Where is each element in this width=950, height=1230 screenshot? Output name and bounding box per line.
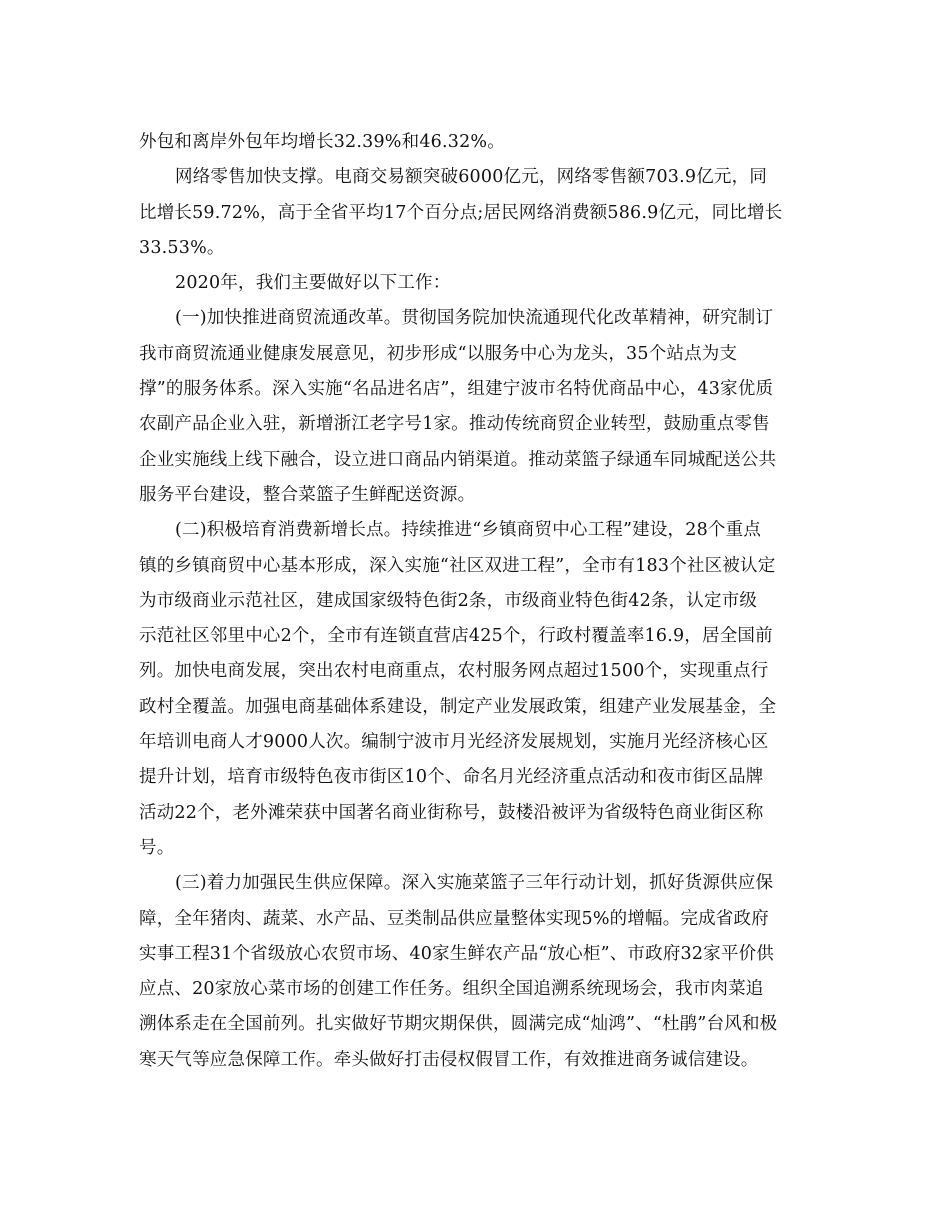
text-line: 列。加快电商发展，突出农村电商重点，农村服务网点超过1500个，实现重点行: [139, 661, 769, 682]
text-line: 寒天气等应急保障工作。牵头做好打击侵权假冒工作，有效推进商务诚信建设。: [139, 1049, 759, 1070]
document-body: [139, 125, 819, 1078]
text-line: (二)积极培育消费新增长点。持续推进“乡镇商贸中心工程”建设，28个重点: [175, 520, 762, 541]
text-line: 活动22个，老外滩荣获中国著名商业街称号，鼓楼沿被评为省级特色商业街区称: [139, 802, 764, 823]
text-line: 年培训电商人才9000人次。编制宁波市月光经济发展规划，实施月光经济核心区: [139, 732, 769, 753]
text-line: 撑”的服务体系。深入实施“名品进名店”，组建宁波市名特优商品中心，43家优质: [139, 379, 774, 400]
text-line: 服务平台建设，整合菜篮子生鲜配送资源。: [139, 484, 476, 505]
text-line: 外包和离岸外包年均增长32.39%和46.32%。: [139, 132, 505, 152]
text-line: 实事工程31个省级放心农贸市场、40家生鲜农产品“放心柜”、市政府32家平价供: [139, 943, 774, 964]
text-line: 障，全年猪肉、蔬菜、水产品、豆类制品供应量整体实现5%的增幅。完成省政府: [139, 908, 769, 929]
text-line: 2020年，我们主要做好以下工作：: [175, 273, 451, 294]
text-line: 政村全覆盖。加强电商基础体系建设，制定产业发展政策，组建产业发展基金，全: [139, 696, 777, 717]
text-line: 镇的乡镇商贸中心基本形成，深入实施“社区双进工程”，全市有183个社区被认定: [139, 555, 776, 576]
text-line: 应点、20家放心菜市场的创建工作任务。组织全国追溯系统现场会，我市肉菜追: [139, 979, 764, 1000]
text-line: 示范社区邻里中心2个，全市有连锁直营店425个，行政村覆盖率16.9，居全国前: [139, 626, 773, 647]
text-line: 网络零售加快支撑。电商交易额突破6000亿元，网络零售额703.9亿元，同: [175, 167, 768, 188]
text-line: 企业实施线上线下融合，设立进口商品内销渠道。推动菜篮子绿通车同城配送公共: [139, 449, 777, 470]
text-line: 33.53%。: [139, 237, 225, 258]
text-line: 为市级商业示范社区，建成国家级特色街2条，市级商业特色街42条，认定市级: [139, 590, 758, 611]
text-line: (一)加快推进商贸流通改革。贯彻国务院加快流通现代化改革精神，研究制订: [175, 308, 774, 329]
text-line: 比增长59.72%，高于全省平均17个百分点;居民网络消费额586.9亿元，同比增长: [139, 202, 783, 223]
text-line: 号。: [139, 837, 175, 858]
text-line: 农副产品企业入驻，新增浙江老字号1家。推动传统商贸企业转型，鼓励重点零售: [139, 414, 770, 435]
text-line: 溯体系走在全国前列。扎实做好节期灾期保供，圆满完成“灿鸿”、“杜鹃”台风和极: [139, 1014, 778, 1035]
text-line: (三)着力加强民生供应保障。深入实施菜篮子三年行动计划，抓好货源供应保: [175, 873, 774, 894]
text-line: 我市商贸流通业健康发展意见，初步形成“以服务中心为龙头，35个站点为支: [139, 343, 738, 364]
text-line: 提升计划，培育市级特色夜市街区10个、命名月光经济重点活动和夜市街区品牌: [139, 767, 764, 788]
